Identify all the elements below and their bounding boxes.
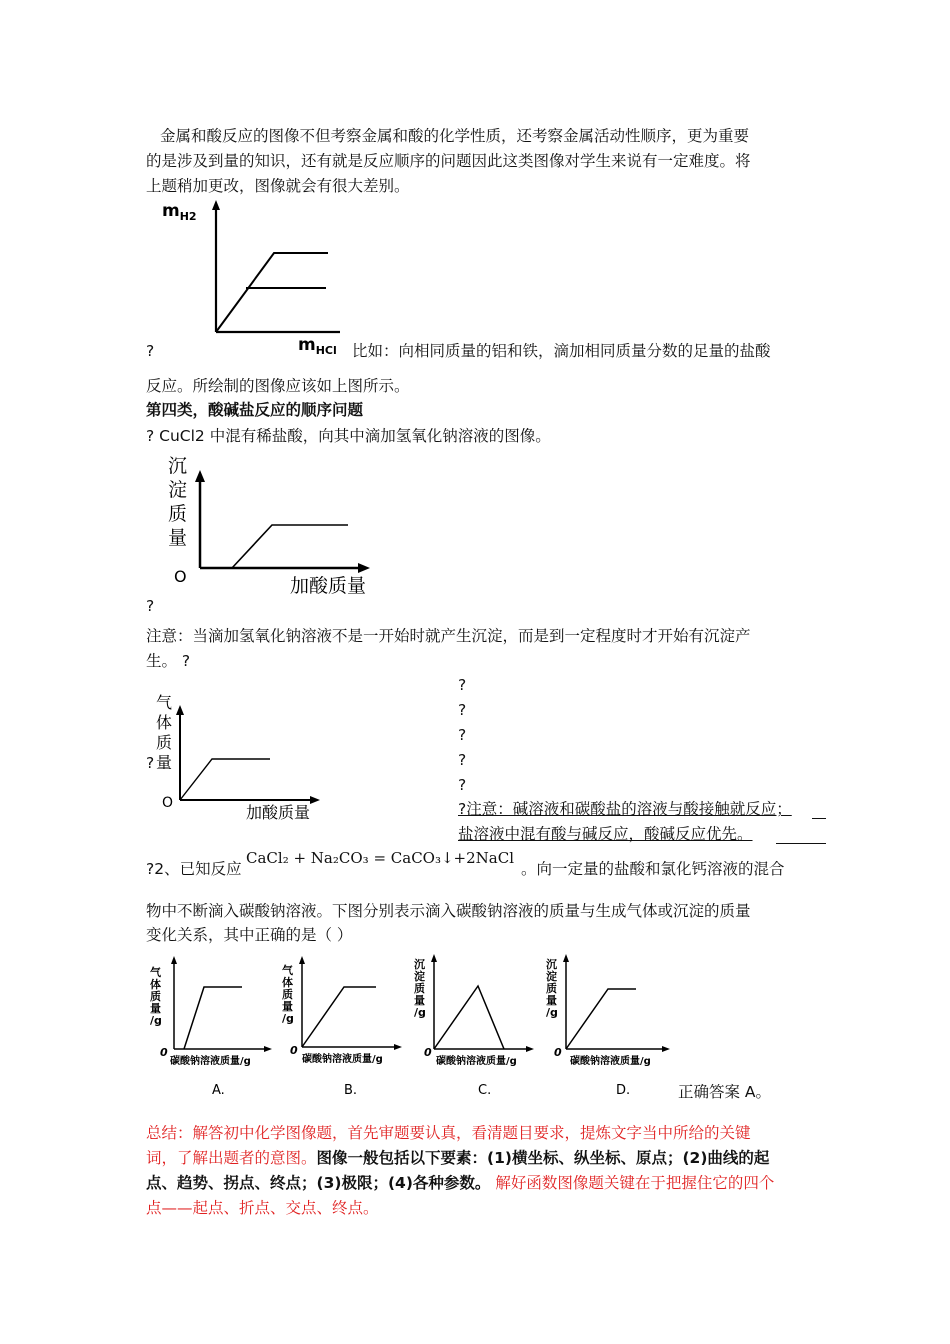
option-b-graph (276, 952, 411, 1100)
option-d-curve (566, 989, 636, 1049)
origin-label: 0 (160, 1046, 168, 1059)
summary-red-2: 词，了解出题者的意图。 (146, 1149, 317, 1167)
qmark: ? (458, 776, 467, 794)
note2-line-1: ?注意：碱溶液和碳酸盐的溶液与酸接触就反应； (458, 800, 792, 818)
y-label-char: 沉 (168, 455, 188, 477)
y-label-char: 质 (168, 503, 188, 525)
y-label-char: /g (150, 1014, 162, 1027)
y-label-char: /g (546, 1006, 558, 1019)
figure-gas (150, 690, 330, 825)
fig3-marker: ? (146, 754, 155, 772)
x-label: 加酸质量 (290, 575, 367, 597)
x-arrow (310, 796, 320, 804)
y-label: $m_{H2}$ (162, 201, 197, 223)
q2-suffix: 。向一定量的盐酸和氯化钙溶液的混合 (521, 860, 785, 878)
option-a-curve (184, 987, 242, 1049)
note2-underline-extend (812, 818, 826, 819)
y-label-char: 气 (156, 693, 173, 712)
note2-line-2: 盐溶液中混有酸与碱反应，酸碱反应优先。 (458, 825, 753, 843)
x-arrow (394, 1044, 402, 1050)
y-label-char: 沉 (546, 958, 557, 971)
qmark: ? (458, 701, 467, 719)
y-arrow (212, 200, 220, 210)
section-heading: 第四类，酸碱盐反应的顺序问题 (146, 401, 364, 419)
x-label: 碳酸钠溶液质量/g (436, 1056, 517, 1067)
y-arrow (299, 956, 305, 964)
y-label-char: 淀 (546, 970, 557, 983)
note2-underline-extend (776, 843, 826, 844)
y-arrow (195, 470, 205, 482)
option-a-graph (144, 952, 279, 1100)
y-arrow (176, 705, 184, 715)
y-arrow (563, 954, 569, 962)
y-label-char: 气 (150, 966, 161, 979)
note1-line-2: 生。 ? (146, 652, 191, 670)
qmark: ? (458, 726, 467, 744)
x-label: $m_{HCl}$ (298, 335, 337, 357)
y-label-char: /g (282, 1012, 294, 1025)
option-d-graph (540, 952, 680, 1100)
figure-h2-vs-hcl (150, 196, 360, 361)
fig1-caption-2: 反应。所绘制的图像应该如上图所示。 (146, 377, 410, 395)
gas-curve (180, 759, 270, 800)
summary-bold-2: 图像一般包括以下要素：(1)横坐标、纵坐标、原点；(2)曲线的起 (316, 1149, 770, 1167)
option-c-curve (434, 986, 504, 1049)
x-label: 碳酸钠溶液质量/g (302, 1054, 383, 1065)
intro-line-2: 的是涉及到量的知识，还有就是反应顺序的问题因此这类图像对学生来说有一定难度。将 (146, 152, 751, 170)
x-arrow (358, 563, 370, 573)
x-label: 碳酸钠溶液质量/g (170, 1056, 251, 1067)
qmark: ? (458, 751, 467, 769)
x-label: 加酸质量 (246, 803, 311, 822)
y-label-char: 质 (546, 982, 557, 995)
option-letter: B. (344, 1083, 358, 1098)
y-label-char: 体 (150, 978, 161, 991)
origin-label: O (162, 795, 174, 811)
y-label-char: 质 (150, 990, 161, 1003)
summary-line-4: 点——起点、折点、交点、终点。 (146, 1199, 379, 1217)
summary-line-1: 总结：解答初中化学图像题，首先审题要认真，看清题目要求，提炼文字当中所给的关键 (146, 1124, 751, 1142)
intro-line-1: 金属和酸反应的图像不但考察金属和酸的化学性质，还考察金属活动性顺序，更为重要 (160, 127, 750, 145)
q2-line-2: 物中不断滴入碳酸钠溶液。下图分别表示滴入碳酸钠溶液的质量与生成气体或沉淀的质量 (146, 902, 751, 920)
y-label-char: 量 (156, 753, 173, 772)
note1-line-1: 注意：当滴加氢氧化钠溶液不是一开始时就产生沉淀，而是到一定程度时才开始有沉淀产 (146, 627, 751, 645)
y-label-char: 质 (414, 982, 425, 995)
y-arrow (431, 954, 437, 962)
y-label-char: 质 (282, 988, 293, 1001)
y-label-char: /g (414, 1006, 426, 1019)
y-label-char: 量 (414, 994, 425, 1007)
q2-line-3: 变化关系，其中正确的是（ ） (146, 926, 353, 944)
origin-label: 0 (290, 1044, 298, 1057)
x-arrow (264, 1046, 272, 1052)
figure-precipitate (160, 450, 395, 600)
option-letter: C. (478, 1083, 492, 1098)
option-letter: D. (616, 1083, 631, 1098)
y-label-char: 质 (156, 733, 173, 752)
y-label-char: 量 (282, 1000, 293, 1013)
y-label-char: 体 (282, 976, 293, 989)
x-arrow (526, 1046, 534, 1052)
fig1-caption-1: 比如：向相同质量的铝和铁，滴加相同质量分数的足量的盐酸 (352, 342, 771, 360)
answer-text: 正确答案 A。 (678, 1083, 772, 1101)
option-c-graph (408, 952, 543, 1100)
x-label: 碳酸钠溶液质量/g (570, 1056, 651, 1067)
y-arrow (171, 956, 177, 964)
y-label-char: 淀 (168, 479, 188, 501)
y-label-char: 量 (150, 1002, 161, 1015)
x-arrow (662, 1046, 670, 1052)
y-label-char: 量 (168, 527, 188, 549)
origin-label: 0 (424, 1046, 432, 1059)
summary-line-3 (146, 1171, 774, 1196)
y-label-char: 沉 (414, 958, 425, 971)
y-label-char: 体 (156, 713, 173, 732)
fig1-marker: ? (146, 342, 155, 360)
q2-prefix: ?2、已知反应 (146, 860, 242, 878)
q2-equation: CaCl₂ + Na₂CO₃ = CaCO₃↓+2NaCl (246, 849, 515, 867)
option-b-curve (302, 987, 376, 1047)
intro-line-3: 上题稍加更改，图像就会有很大差别。 (146, 177, 410, 195)
y-label-char: 量 (546, 994, 557, 1007)
aluminium-curve (216, 253, 328, 332)
fig2-marker: ? (146, 597, 155, 615)
summary-red-3: 解好函数图像题关键在于把握住它的四个 (495, 1174, 775, 1192)
section-line-1: ? CuCl2 中混有稀盐酸，向其中滴加氢氧化钠溶液的图像。 (146, 427, 551, 445)
summary-bold-3: 点、趋势、拐点、终点；(3)极限；(4)各种参数。 (146, 1174, 491, 1192)
y-label-char: 淀 (414, 970, 425, 983)
y-label-char: 气 (282, 964, 293, 977)
summary-line-2 (146, 1146, 769, 1171)
origin-label: 0 (554, 1046, 562, 1059)
precipitate-curve (232, 525, 348, 568)
option-letter: A. (212, 1083, 225, 1098)
qmark: ? (458, 676, 467, 694)
origin-label: O (174, 567, 187, 586)
